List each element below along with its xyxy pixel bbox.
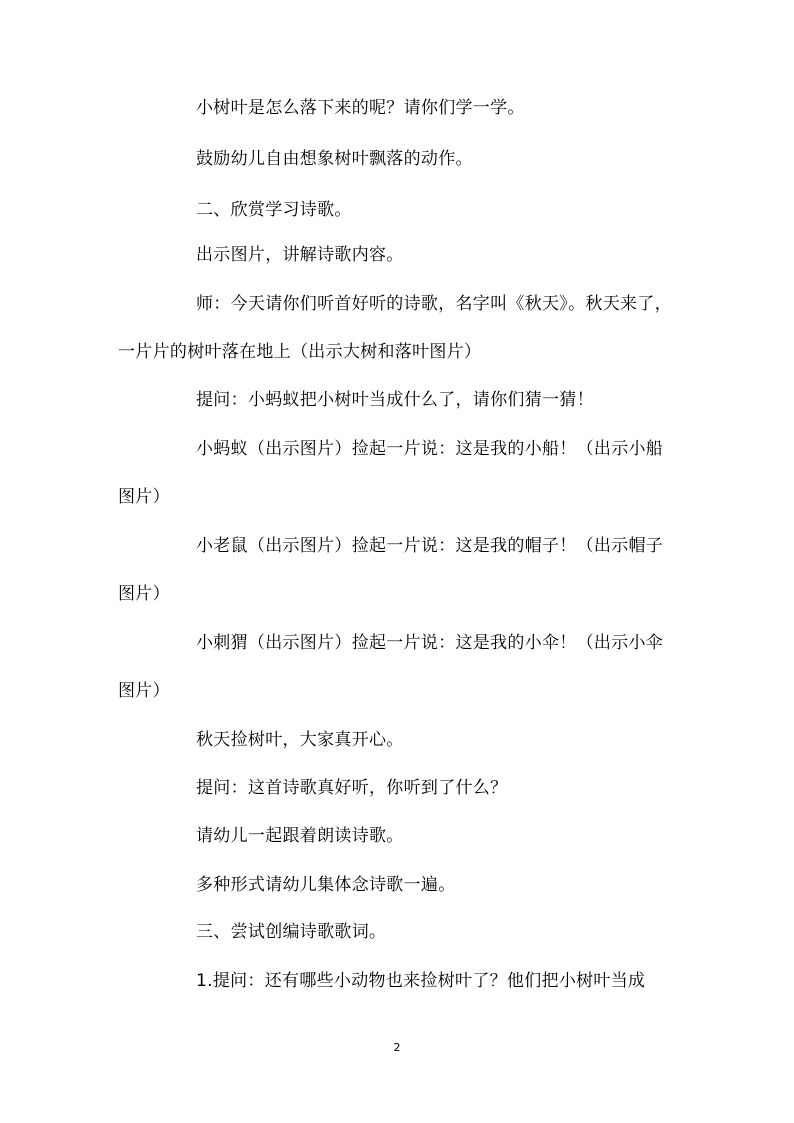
paragraph-9: 秋天捡树叶，大家真开心。 bbox=[196, 730, 404, 750]
paragraph-8: 小刺猬（出示图片）捡起一片说：这是我的小伞！（出示小伞图片） bbox=[118, 633, 664, 701]
paragraph-7: 小老鼠（出示图片）捡起一片说：这是我的帽子！（出示帽子图片） bbox=[118, 536, 664, 604]
section-heading-2: 二、欣赏学习诗歌。 bbox=[196, 200, 352, 220]
paragraph-12: 多种形式请幼儿集体念诗歌一遍。 bbox=[196, 875, 456, 895]
page-number: 2 bbox=[393, 1041, 401, 1054]
paragraph-4: 师：今天请你们听首好听的诗歌，名字叫《秋天》。秋天来了，一片片的树叶落在地上（出示大树和落叶图片） bbox=[118, 294, 672, 362]
paragraph-2: 鼓励幼儿自由想象树叶飘落的动作。 bbox=[196, 149, 473, 169]
paragraph-6: 小蚂蚁（出示图片）捡起一片说：这是我的小船！（出示小船图片） bbox=[118, 439, 664, 507]
paragraph-3: 出示图片，讲解诗歌内容。 bbox=[196, 245, 404, 265]
paragraph-1: 小树叶是怎么落下来的呢？请你们学一学。 bbox=[196, 98, 525, 118]
paragraph-10: 提问：这首诗歌真好听，你听到了什么？ bbox=[196, 778, 508, 798]
paragraph-13: 1.提问：还有哪些小动物也来捡树叶了？他们把小树叶当成 bbox=[196, 971, 646, 991]
section-heading-3: 三、尝试创编诗歌歌词。 bbox=[196, 922, 387, 942]
paragraph-11: 请幼儿一起跟着朗读诗歌。 bbox=[196, 826, 404, 846]
paragraph-5: 提问：小蚂蚁把小树叶当成什么了，请你们猜一猜！ bbox=[196, 390, 594, 410]
